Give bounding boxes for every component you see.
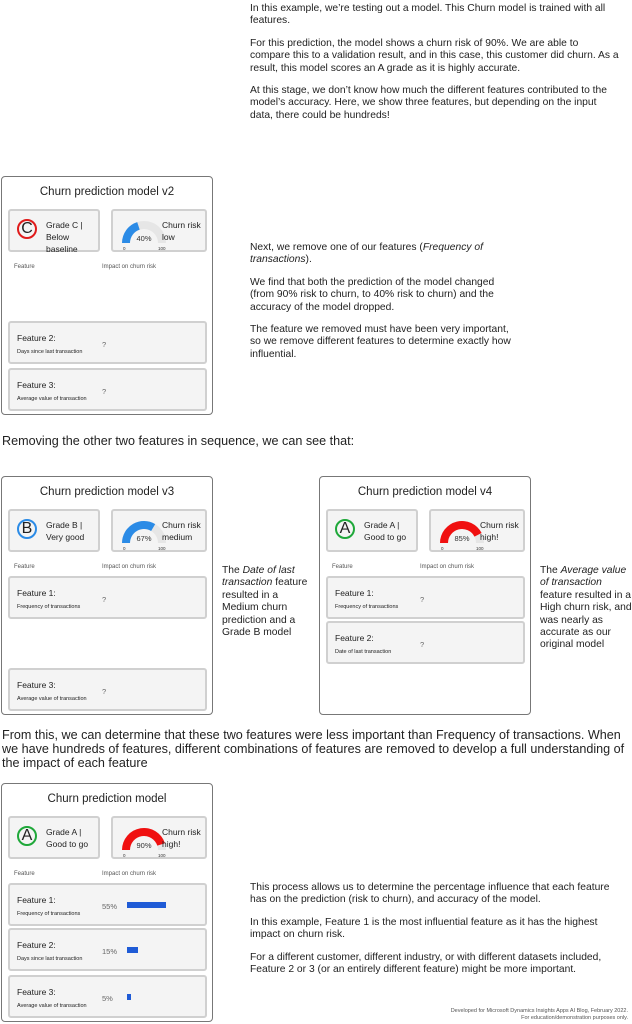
feature-name: Feature 2: — [335, 633, 374, 643]
text: ). — [305, 254, 312, 266]
card-title: Churn prediction model v3 — [39, 486, 175, 498]
impact-column-label: Impact on churn risk — [102, 871, 157, 877]
middle-paragraph: The feature we removed must have been very important, so we remove different features to determine exactly how influential. — [250, 324, 511, 360]
feature-row — [8, 368, 207, 411]
churn-risk-text — [162, 219, 201, 243]
gauge-max: 100 — [476, 546, 484, 551]
feature-impact-value: 5% — [102, 994, 113, 1003]
feature-impact-value: ? — [420, 640, 425, 649]
feature-name: Feature 2: — [17, 940, 56, 950]
impact-column-label: Impact on churn risk — [102, 564, 157, 570]
grade-badge: C — [17, 219, 37, 239]
churn-risk-label: Churn risk — [162, 827, 201, 837]
intro-paragraph: In this example, we’re testing out a model. This Churn model is trained with all features. — [250, 3, 606, 27]
feature-row — [326, 576, 525, 619]
grade-text — [364, 519, 406, 543]
churn-risk-panel — [111, 816, 207, 859]
grade-panel — [8, 509, 100, 552]
bottom-paragraph: For a different customer, different industry, or with different datasets included, Feature 2 or 3 (or an entirely different feature) might be more important. — [250, 951, 602, 976]
middle-paragraph: We find that both the prediction of the model changed (from 90% risk to churn, to 40% risk to churn) and the accuracy of the model dropped. — [250, 276, 495, 313]
feature-impact-value: ? — [102, 387, 107, 396]
feature-impact-value: 55% — [102, 902, 118, 911]
churn-risk-panel — [429, 509, 525, 552]
card-title: Churn prediction model v2 — [39, 186, 175, 198]
feature-description: Days since last transaction — [17, 349, 83, 355]
churn-risk-level: low — [162, 232, 175, 242]
grade-line: Good to go — [364, 532, 407, 542]
impact-column-label: Impact on churn risk — [420, 564, 475, 570]
grade-badge: A — [17, 826, 37, 846]
gauge-max: 100 — [158, 546, 166, 551]
feature-impact-bar — [127, 902, 166, 908]
gauge-value: 90% — [136, 841, 152, 850]
gauge-value: 40% — [136, 234, 152, 243]
grade-line: Very good — [46, 532, 85, 542]
gauge-min: 0 — [123, 246, 126, 251]
grade-line: Below baseline — [46, 232, 78, 254]
text-italic: Date of last transaction — [222, 565, 295, 589]
bottom-paragraph: In this example, Feature 1 is the most influential feature as it has the highest impact on churn risk. — [250, 916, 598, 941]
churn-risk-text — [480, 519, 519, 543]
text: The — [222, 565, 243, 576]
grade-text — [46, 519, 84, 543]
feature-column-label: Feature — [14, 564, 35, 570]
churn-risk-label: Churn risk — [162, 520, 201, 530]
feature-impact-bar — [127, 994, 131, 1000]
text: feature resulted in a High churn risk, and was nearly as accurate as our original model — [540, 589, 632, 651]
grade-badge: B — [17, 519, 37, 539]
grade-panel — [326, 509, 418, 552]
gauge-min: 0 — [441, 546, 444, 551]
bottom-paragraph: This process allows us to determine the percentage influence that each feature has on the prediction (risk to churn), and accuracy of the model. — [250, 882, 610, 906]
grade-line: Grade A | — [46, 827, 82, 837]
v3-note — [222, 565, 312, 639]
feature-impact-value: ? — [102, 595, 107, 604]
feature-description: Date of last transaction — [335, 649, 392, 655]
removing-heading: Removing the other two features in sequence, we can see that: — [2, 434, 355, 448]
footer-credit — [451, 1008, 628, 1021]
gauge-min: 0 — [123, 853, 126, 858]
text-italic: Average value of transaction — [540, 565, 627, 589]
feature-description: Frequency of transactions — [17, 604, 81, 610]
feature-name: Feature 1: — [335, 588, 374, 598]
churn-risk-text — [162, 826, 201, 850]
gauge-value: 67% — [136, 534, 152, 543]
gauge-max: 100 — [158, 246, 166, 251]
grade-text — [46, 826, 88, 850]
grade-line: Grade C | — [46, 220, 83, 230]
middle-text — [250, 242, 515, 371]
feature-row — [8, 668, 207, 711]
feature-description: Average value of transaction — [17, 696, 87, 702]
feature-description: Average value of transaction — [17, 1003, 87, 1009]
feature-description: Days since last transaction — [17, 956, 83, 962]
bottom-text — [250, 882, 615, 986]
gauge-max: 100 — [158, 853, 166, 858]
grade-panel — [8, 209, 100, 252]
feature-row — [8, 975, 207, 1018]
feature-name: Feature 3: — [17, 680, 56, 690]
middle-paragraph — [250, 242, 515, 267]
feature-description: Average value of transaction — [17, 396, 87, 402]
intro-paragraph: At this stage, we don’t know how much the different features contributed to the model’s accuracy. Here, we show three features, but depending on the input data, there could be hundreds! — [250, 85, 607, 121]
feature-row — [8, 321, 207, 364]
grade-line: Grade B | — [46, 520, 83, 530]
model-card — [1, 476, 213, 715]
intro-paragraph: For this prediction, the model shows a churn risk of 90%. We are able to compare this to a validation result, and in this case, this customer did churn. As a result, this model scores an A grade as it is highly accurate. — [250, 37, 619, 74]
churn-risk-label: Churn risk — [162, 220, 201, 230]
text-italic: Frequency of transactions — [250, 242, 483, 266]
feature-name: Feature 3: — [17, 987, 56, 997]
text: The — [540, 565, 561, 576]
grade-text — [46, 219, 98, 255]
impact-column-label: Impact on churn risk — [102, 264, 157, 270]
model-card — [1, 176, 213, 415]
feature-impact-value: ? — [102, 340, 107, 349]
grade-line: Grade A | — [364, 520, 400, 530]
grade-panel — [8, 816, 100, 859]
feature-name: Feature 3: — [17, 380, 56, 390]
feature-row — [8, 928, 207, 971]
from-this-text: From this, we can determine that these two features were less important than Frequency of transactions. When we have hundreds of features, different combinations of features are removed to develop a full understanding of the impact of each feature — [2, 728, 625, 770]
feature-description: Frequency of transactions — [17, 911, 81, 917]
feature-column-label: Feature — [332, 564, 353, 570]
feature-impact-value: 15% — [102, 947, 118, 956]
feature-column-label: Feature — [14, 264, 35, 270]
footer-line: For education/demonstration purposes only. — [521, 1014, 628, 1021]
feature-name: Feature 1: — [17, 895, 56, 905]
gauge-value: 85% — [454, 534, 470, 543]
model-card — [1, 783, 213, 1022]
feature-description: Frequency of transactions — [335, 604, 399, 610]
churn-risk-panel — [111, 209, 207, 252]
churn-risk-level: high! — [162, 839, 181, 849]
feature-impact-value: ? — [102, 687, 107, 696]
grade-badge: A — [335, 519, 355, 539]
gauge-min: 0 — [123, 546, 126, 551]
card-title: Churn prediction model v4 — [357, 486, 493, 498]
churn-risk-panel — [111, 509, 207, 552]
grade-line: Good to go — [46, 839, 89, 849]
feature-impact-bar — [127, 947, 138, 953]
card-title: Churn prediction model — [47, 793, 167, 805]
churn-risk-label: Churn risk — [480, 520, 519, 530]
churn-risk-text — [162, 519, 201, 543]
text: feature resulted in a Medium churn prediction and a Grade B model — [222, 577, 308, 639]
feature-row — [8, 576, 207, 619]
churn-risk-level: high! — [480, 532, 499, 542]
feature-row — [8, 883, 207, 926]
model-card — [319, 476, 531, 715]
feature-row — [326, 621, 525, 664]
intro-text — [250, 3, 620, 132]
footer-line: Developed for Microsoft Dynamics Insights Apps AI Blog, February 2022. — [450, 1008, 628, 1014]
feature-name: Feature 1: — [17, 588, 56, 598]
v4-note — [540, 565, 632, 652]
churn-risk-level: medium — [162, 532, 193, 542]
feature-name: Feature 2: — [17, 333, 56, 343]
feature-column-label: Feature — [14, 871, 35, 877]
text: Next, we remove one of our features ( — [250, 242, 423, 253]
feature-impact-value: ? — [420, 595, 425, 604]
